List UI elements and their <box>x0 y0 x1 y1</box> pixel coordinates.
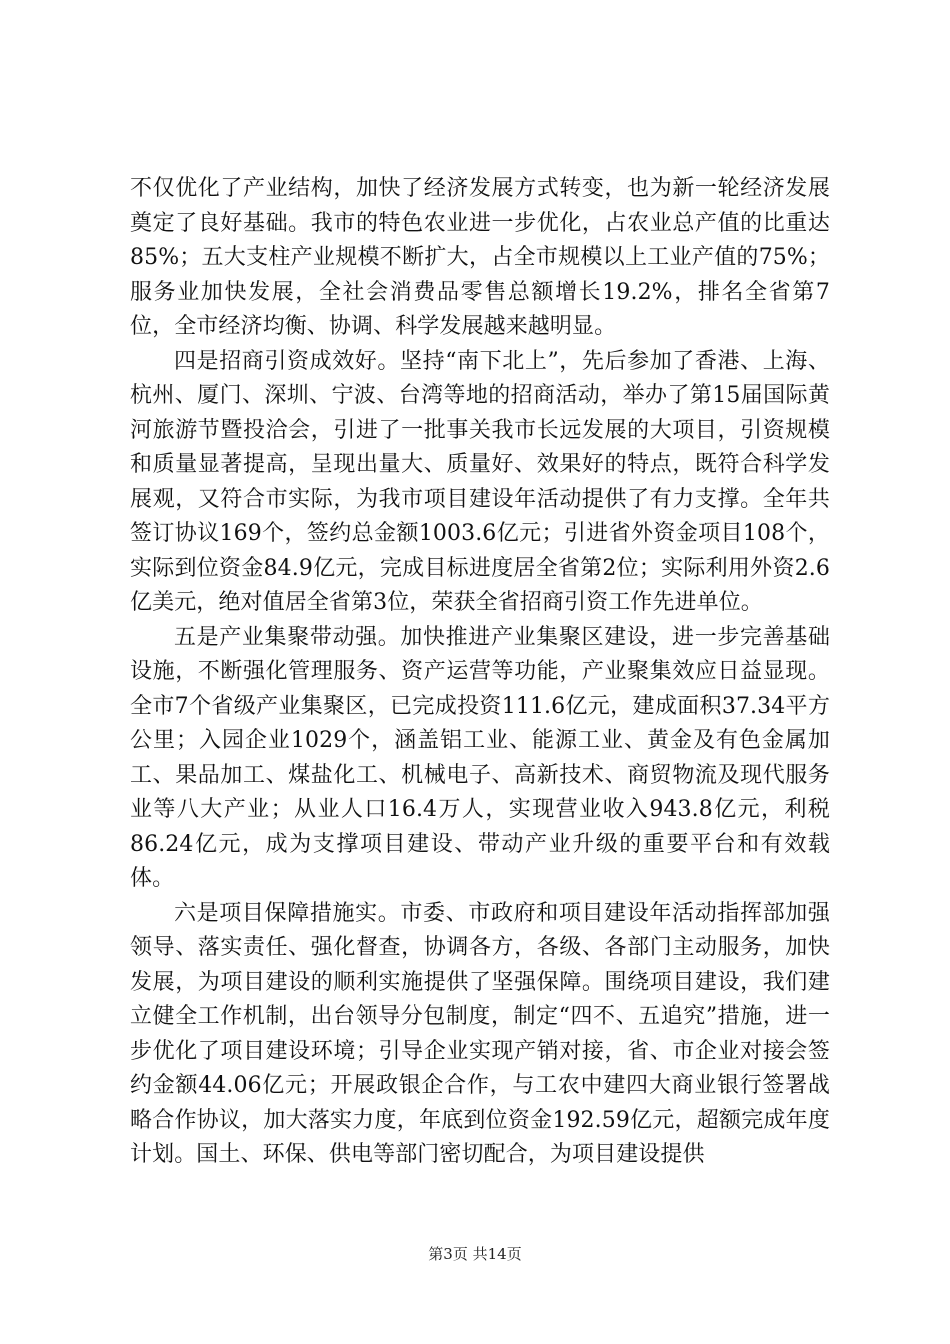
page-number-footer: 第3页 共14页 <box>428 1245 522 1263</box>
document-body <box>130 172 830 1173</box>
paragraph-investment: 四是招商引资成效好。坚持“南下北上”，先后参加了香港、上海、杭州、厦门、深圳、宁波、台湾等地的招商活动，举办了第15届国际黄河旅游节暨投洽会，引进了一批事关我市长远发展的大项目，引资规模和质量显著提高，呈现出量大、质量好、效果好的特点，既符合科学发展观，又符合市实际，为我市项目建设年活动提供了有力支撑。全年共签订协议169个，签约总金额1003.6亿元；引进省外资金项目108个，实际到位资金84.9亿元，完成目标进度居全省第2位；实际利用外资2.6亿美元，绝对值居全省第3位，荣获全省招商引资工作先进单位。 <box>130 348 830 615</box>
paragraph-project-guarantee: 六是项目保障措施实。市委、市政府和项目建设年活动指挥部加强领导、落实责任、强化督查，协调各方，各级、各部门主动服务，加快发展，为项目建设的顺利实施提供了坚强保障。围绕项目建设，我们建立健全工作机制，出台领导分包制度，制定“四不、五追究”措施，进一步优化了项目建设环境；引导企业实现产销对接，省、市企业对接会签约金额44.06亿元；开展政银企合作，与工农中建四大商业银行签署战略合作协议，加大落实力度，年底到位资金192.59亿元，超额完成年度计划。国土、环保、供电等部门密切配合，为项目建设提供 <box>130 900 830 1167</box>
paragraph-industrial-cluster: 五是产业集聚带动强。加快推进产业集聚区建设，进一步完善基础设施，不断强化管理服务、资产运营等功能，产业聚集效应日益显现。全市7个省级产业集聚区，已完成投资111.6亿元，建成面积37.34平方公里；入园企业1029个，涵盖铝工业、能源工业、黄金及有色金属加工、果品加工、煤盐化工、机械电子、高新技术、商贸物流及现代服务业等八大产业；从业人口16.4万人，实现营业收入943.8亿元，利税86.24亿元，成为支撑项目建设、带动产业升级的重要平台和有效载体。 <box>130 624 830 891</box>
paragraph-continuation: 不仅优化了产业结构，加快了经济发展方式转变，也为新一轮经济发展奠定了良好基础。我市的特色农业进一步优化，占农业总产值的比重达85%；五大支柱产业规模不断扩大，占全市规模以上工业产值的75%；服务业加快发展，全社会消费品零售总额增长19.2%，排名全省第7位，全市经济均衡、协调、科学发展越来越明显。 <box>130 176 830 339</box>
